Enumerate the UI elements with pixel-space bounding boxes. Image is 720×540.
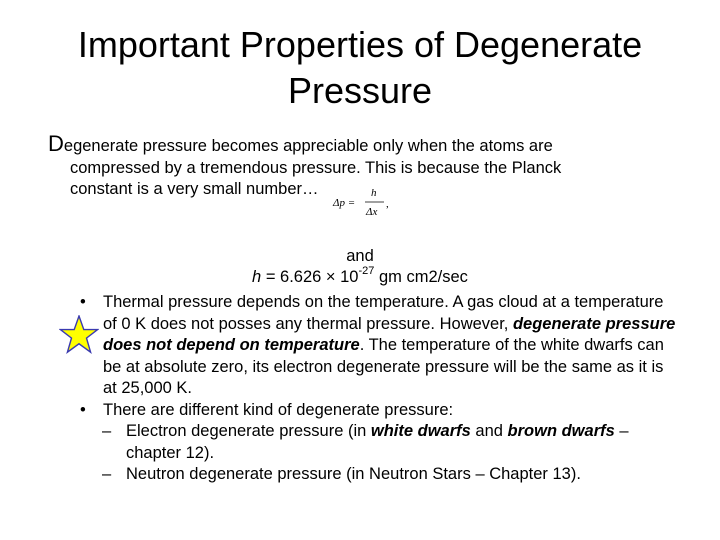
sub-dash: – (102, 422, 112, 440)
slide-title-line1: Important Properties of Degenerate (77, 24, 643, 65)
uncertainty-formula (332, 186, 402, 222)
bullet-thermal-emphasis: degenerate pressure does not depend on temperature (103, 314, 676, 354)
sub-item-electron (80, 421, 680, 464)
sub-dash: – (102, 465, 112, 483)
bullet-thermal-pressure (80, 292, 680, 400)
intro-drop-letter: D (48, 131, 64, 156)
planck-exponent: -27 (358, 265, 375, 277)
formula-numerator: h (371, 187, 377, 199)
formula-denominator: Δx (366, 206, 378, 218)
slide-title-line2: Pressure (287, 70, 433, 111)
formula-lhs: Δp = (333, 197, 356, 209)
and-text: and (346, 247, 374, 265)
sub-electron-text-a: Electron degenerate pressure (in (126, 422, 371, 440)
bullet-thermal-text-a: Thermal pressure depends on the temperature. A gas cloud at a temperature of 0 K does not posses any thermal pressure. However, (103, 293, 664, 333)
planck-symbol: h (252, 268, 262, 286)
brown-dwarfs-emphasis: brown dwarfs (507, 422, 615, 440)
planck-value: = 6.626 × 10 (261, 268, 359, 286)
formula-trail: , (386, 198, 389, 210)
sub-electron-text-b: – chapter 12). (126, 422, 629, 462)
intro-line2: compressed by a tremendous pressure. This is because the Planck (70, 159, 562, 177)
sub-electron-text (126, 421, 680, 464)
planck-units: gm cm2/sec (374, 268, 468, 286)
planck-constant-line (0, 265, 720, 287)
intro-line3: constant is a very small number… (70, 180, 319, 198)
slide-title (0, 22, 720, 114)
bullet-kinds (80, 400, 680, 422)
sub-neutron-text: Neutron degenerate pressure (in Neutron Stars – Chapter 13). (126, 465, 581, 483)
bullet-list (80, 292, 680, 486)
bullet-dot: • (80, 400, 86, 419)
intro-line1 (48, 132, 688, 158)
white-dwarfs-emphasis: white dwarfs (370, 422, 471, 440)
bullet-kinds-text: There are different kind of degenerate pressure: (103, 400, 454, 419)
bullet-thermal-text (103, 292, 680, 400)
bullet-dot: • (80, 293, 86, 311)
bullet-thermal-text-b: . The temperature of the white dwarfs can be at absolute zero, its electron degenerate pressure will be the same as it is at 25,000 K. (103, 336, 664, 397)
intro-line1-text: egenerate pressure becomes appreciable only when the atoms are (63, 137, 553, 155)
sub-item-neutron (80, 464, 680, 486)
sub-electron-mid: and (470, 422, 508, 440)
